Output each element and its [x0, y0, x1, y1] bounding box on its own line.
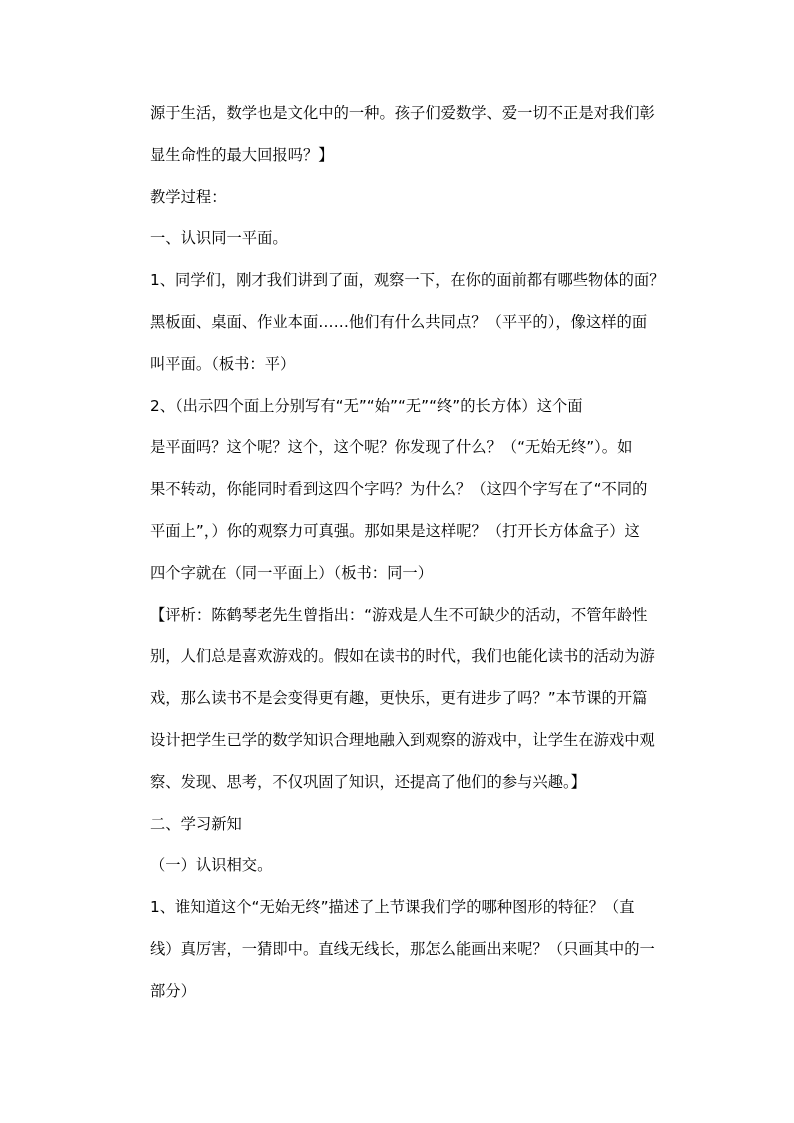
- text-line: 果不转动，你能同时看到这四个字吗？为什么？（这四个字写在了“不同的: [150, 480, 648, 499]
- text-line: 线）真厉害，一猜即中。直线无线长，那怎么能画出来呢？（只画其中的一: [150, 939, 655, 958]
- subsection-heading: （一）认识相交。: [150, 856, 273, 875]
- text-line: 平面上”，）你的观察力可真强。那如果是这样呢？（打开长方体盒子）这: [150, 521, 640, 540]
- text-line: 显生命性的最大回报吗？】: [150, 145, 334, 164]
- commentary-line: 察、发现、思考，不仅巩固了知识，还提高了他们的参与兴趣。】: [150, 772, 586, 791]
- text-line: 叫平面。（板书：平）: [150, 354, 296, 373]
- document-page: [150, 103, 680, 1023]
- section-heading: 二、学习新知: [150, 814, 242, 833]
- text-line: 是平面吗？这个呢？这个，这个呢？你发现了什么？（“无始无终”）。如: [150, 438, 633, 457]
- text-line: 1、谁知道这个“无始无终”描述了上节课我们学的哪种图形的特征？（直: [150, 898, 635, 917]
- section-heading: 教学过程：: [150, 187, 227, 206]
- text-line: 1、同学们，刚才我们讲到了面，观察一下，在你的面前都有哪些物体的面？: [150, 271, 665, 290]
- commentary-line: 别，人们总是喜欢游戏的。假如在读书的时代，我们也能化读书的活动为游: [150, 647, 655, 666]
- text-line: 部分）: [150, 981, 196, 1000]
- commentary-line: 【评析：陈鹤琴老先生曾指出：“游戏是人生不可缺少的活动，不管年龄性: [150, 605, 648, 624]
- commentary-line: 设计把学生已学的数学知识合理地融入到观察的游戏中，让学生在游戏中观: [150, 730, 655, 749]
- text-line: 2、（出示四个面上分别写有“无”“始”“无”“终”的长方体）这个面: [150, 396, 583, 415]
- commentary-line: 戏，那么读书不是会变得更有趣，更快乐，更有进步了吗？”本节课的开篇: [150, 689, 648, 708]
- text-line: 黑板面、桌面、作业本面……他们有什么共同点？（平平的），像这样的面: [150, 312, 648, 331]
- section-heading: 一、认识同一平面。: [150, 229, 288, 248]
- text-line: 源于生活，数学也是文化中的一种。孩子们爱数学、爱一切不正是对我们彰: [150, 104, 655, 122]
- text-line: 四个字就在（同一平面上）（板书：同一）: [150, 563, 433, 582]
